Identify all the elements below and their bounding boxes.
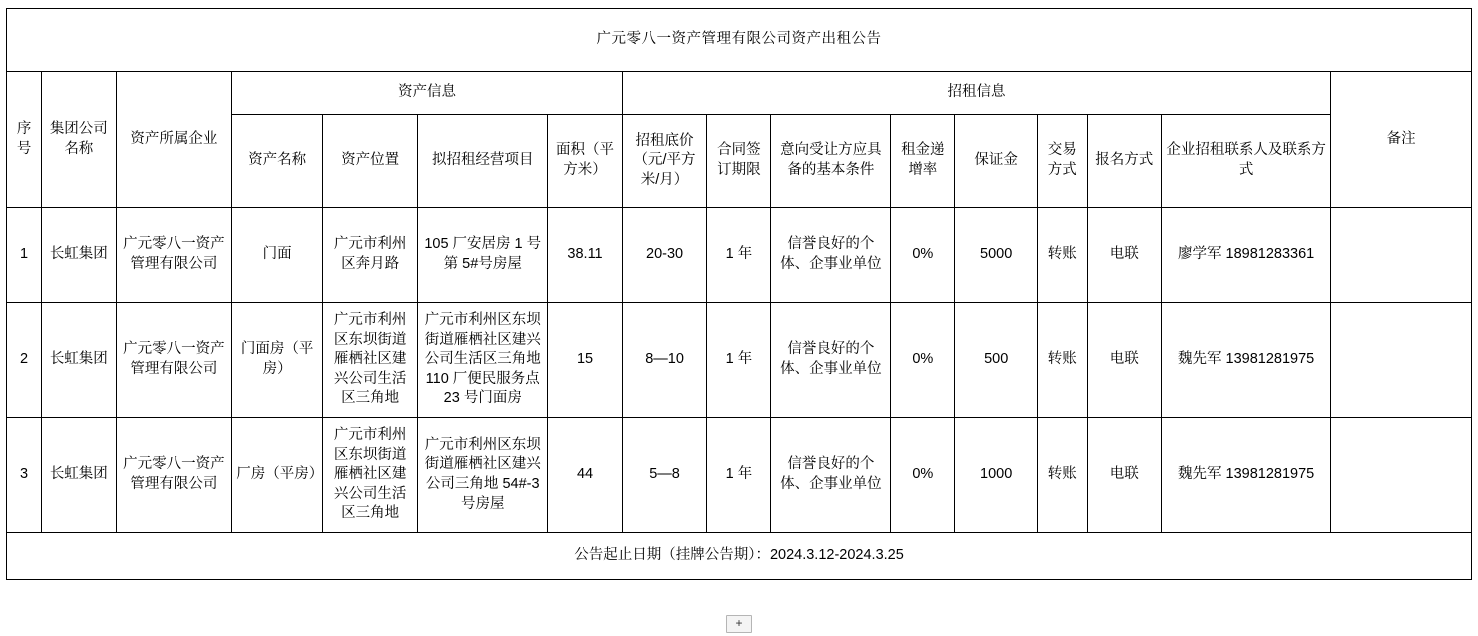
cell-group-company: 长虹集团: [42, 303, 116, 418]
cell-trade-method: 转账: [1037, 418, 1087, 533]
header-seq: 序号: [7, 72, 42, 208]
header-price: 招租底价（元/平方米/月）: [622, 115, 707, 208]
cell-trade-method: 转账: [1037, 208, 1087, 303]
cell-signup-method: 电联: [1087, 208, 1161, 303]
header-asset-location: 资产位置: [323, 115, 418, 208]
cell-asset-name: 门面房（平房）: [232, 303, 323, 418]
asset-rental-table: [6, 8, 1472, 580]
cell-owner-enterprise: 广元零八一资产管理有限公司: [116, 418, 232, 533]
cell-seq: 1: [7, 208, 42, 303]
header-signup-method: 报名方式: [1087, 115, 1161, 208]
cell-seq: 3: [7, 418, 42, 533]
cell-deposit: 5000: [955, 208, 1038, 303]
title-row: [7, 9, 1472, 72]
header-asset-name: 资产名称: [232, 115, 323, 208]
add-button[interactable]: +: [726, 615, 752, 633]
document-page: [0, 8, 1478, 636]
table-row: [7, 418, 1472, 533]
cell-seq: 2: [7, 303, 42, 418]
cell-term: 1 年: [707, 303, 771, 418]
cell-area: 15: [548, 303, 622, 418]
cell-project: 105 厂安居房 1 号第 5#号房屋: [418, 208, 548, 303]
cell-term: 1 年: [707, 418, 771, 533]
header-project: 拟招租经营项目: [418, 115, 548, 208]
header-increase-rate: 租金递增率: [891, 115, 955, 208]
cell-asset-location: 广元市利州区奔月路: [323, 208, 418, 303]
group-header-row: [7, 72, 1472, 115]
cell-deposit: 500: [955, 303, 1038, 418]
cell-group-company: 长虹集团: [42, 208, 116, 303]
cell-contact: 廖学军 18981283361: [1161, 208, 1330, 303]
cell-conditions: 信誉良好的个体、企事业单位: [771, 418, 891, 533]
header-remark: 备注: [1331, 72, 1472, 208]
cell-deposit: 1000: [955, 418, 1038, 533]
footer-row: [7, 533, 1472, 580]
table-row: [7, 208, 1472, 303]
header-lease-info: 招租信息: [622, 72, 1331, 115]
header-trade-method: 交易方式: [1037, 115, 1087, 208]
announcement-period-note: 公告起止日期（挂牌公告期）：2024.3.12-2024.3.25: [7, 533, 1472, 580]
page-title: 广元零八一资产管理有限公司资产出租公告: [7, 9, 1472, 72]
cell-increase-rate: 0%: [891, 208, 955, 303]
cell-group-company: 长虹集团: [42, 418, 116, 533]
header-term: 合同签订期限: [707, 115, 771, 208]
cell-price: 20-30: [622, 208, 707, 303]
header-owner-enterprise: 资产所属企业: [116, 72, 232, 208]
cell-remark: [1331, 208, 1472, 303]
cell-asset-name: 门面: [232, 208, 323, 303]
header-group-company: 集团公司名称: [42, 72, 116, 208]
cell-project: 广元市利州区东坝街道雁栖社区建兴公司生活区三角地110 厂便民服务点 23 号门面房: [418, 303, 548, 418]
table-row: [7, 303, 1472, 418]
cell-asset-location: 广元市利州区东坝街道雁栖社区建兴公司生活区三角地: [323, 418, 418, 533]
cell-owner-enterprise: 广元零八一资产管理有限公司: [116, 303, 232, 418]
cell-project: 广元市利州区东坝街道雁栖社区建兴公司三角地 54#-3 号房屋: [418, 418, 548, 533]
add-row-bar: [0, 614, 1478, 634]
cell-contact: 魏先军 13981281975: [1161, 418, 1330, 533]
header-conditions: 意向受让方应具备的基本条件: [771, 115, 891, 208]
header-contact: 企业招租联系人及联系方式: [1161, 115, 1330, 208]
cell-contact: 魏先军 13981281975: [1161, 303, 1330, 418]
header-area: 面积（平方米）: [548, 115, 622, 208]
cell-price: 8—10: [622, 303, 707, 418]
cell-remark: [1331, 303, 1472, 418]
cell-signup-method: 电联: [1087, 303, 1161, 418]
cell-owner-enterprise: 广元零八一资产管理有限公司: [116, 208, 232, 303]
cell-signup-method: 电联: [1087, 418, 1161, 533]
cell-increase-rate: 0%: [891, 303, 955, 418]
cell-price: 5—8: [622, 418, 707, 533]
cell-conditions: 信誉良好的个体、企事业单位: [771, 208, 891, 303]
cell-trade-method: 转账: [1037, 303, 1087, 418]
cell-area: 44: [548, 418, 622, 533]
cell-term: 1 年: [707, 208, 771, 303]
header-deposit: 保证金: [955, 115, 1038, 208]
cell-conditions: 信誉良好的个体、企事业单位: [771, 303, 891, 418]
header-asset-info: 资产信息: [232, 72, 623, 115]
cell-asset-name: 厂房（平房）: [232, 418, 323, 533]
cell-area: 38.11: [548, 208, 622, 303]
cell-asset-location: 广元市利州区东坝街道雁栖社区建兴公司生活区三角地: [323, 303, 418, 418]
cell-remark: [1331, 418, 1472, 533]
cell-increase-rate: 0%: [891, 418, 955, 533]
